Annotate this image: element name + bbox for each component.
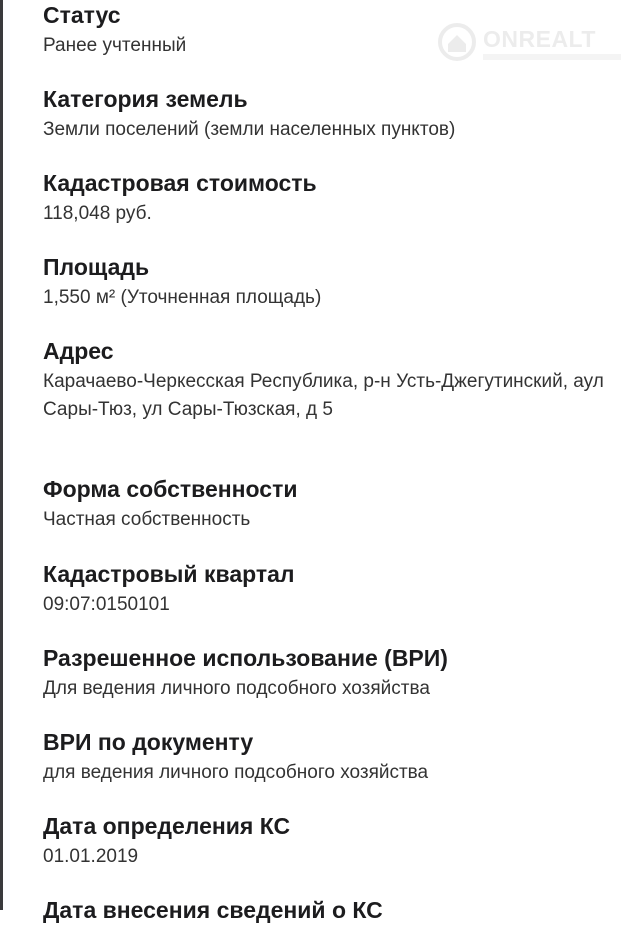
field-address xyxy=(43,336,623,424)
field-value: 09:07:0150101 xyxy=(43,594,170,615)
field-value: Карачаево-Черкесская Республика, р-н Усть-Джегутинский, аул Сары-Тюз, ул Сары-Тюзская, д 5 xyxy=(43,371,604,420)
field-value: 01.01.2019 xyxy=(43,846,139,867)
field-status xyxy=(43,0,623,60)
field-label: Категория земель xyxy=(43,86,248,112)
field-valuation-entry-date xyxy=(43,895,623,925)
field-cadastral-quarter xyxy=(43,559,623,619)
field-label: Разрешенное использование (ВРИ) xyxy=(43,645,448,671)
field-label: Кадастровый квартал xyxy=(43,561,295,587)
field-value: Ранее учтенный xyxy=(43,35,187,56)
field-label: Адрес xyxy=(43,338,114,364)
field-cadastral-value xyxy=(43,168,623,228)
field-land-category xyxy=(43,84,623,144)
field-label: Дата внесения сведений о КС xyxy=(43,897,383,923)
watermark-text: ONREALT xyxy=(483,26,596,52)
field-value: Земли поселений (земли населенных пунктов) xyxy=(43,119,456,140)
field-value: 118,048 руб. xyxy=(43,203,152,224)
field-label: Форма собственности xyxy=(43,476,298,502)
field-label: Площадь xyxy=(43,254,150,280)
field-permitted-use xyxy=(43,643,623,703)
field-valuation-date xyxy=(43,811,623,871)
field-label: ВРИ по документу xyxy=(43,729,254,755)
field-label: Статус xyxy=(43,2,121,28)
field-value: Для ведения личного подсобного хозяйства xyxy=(43,678,430,699)
field-value: 1,550 м² (Уточненная площадь) xyxy=(43,287,322,308)
field-value: Частная собственность xyxy=(43,509,251,530)
field-value: для ведения личного подсобного хозяйства xyxy=(43,762,429,783)
field-area xyxy=(43,252,623,312)
screen-edge xyxy=(0,0,3,910)
field-vri-document xyxy=(43,727,623,787)
field-ownership-form xyxy=(43,474,623,534)
field-label: Кадастровая стоимость xyxy=(43,170,317,196)
field-label: Дата определения КС xyxy=(43,813,291,839)
